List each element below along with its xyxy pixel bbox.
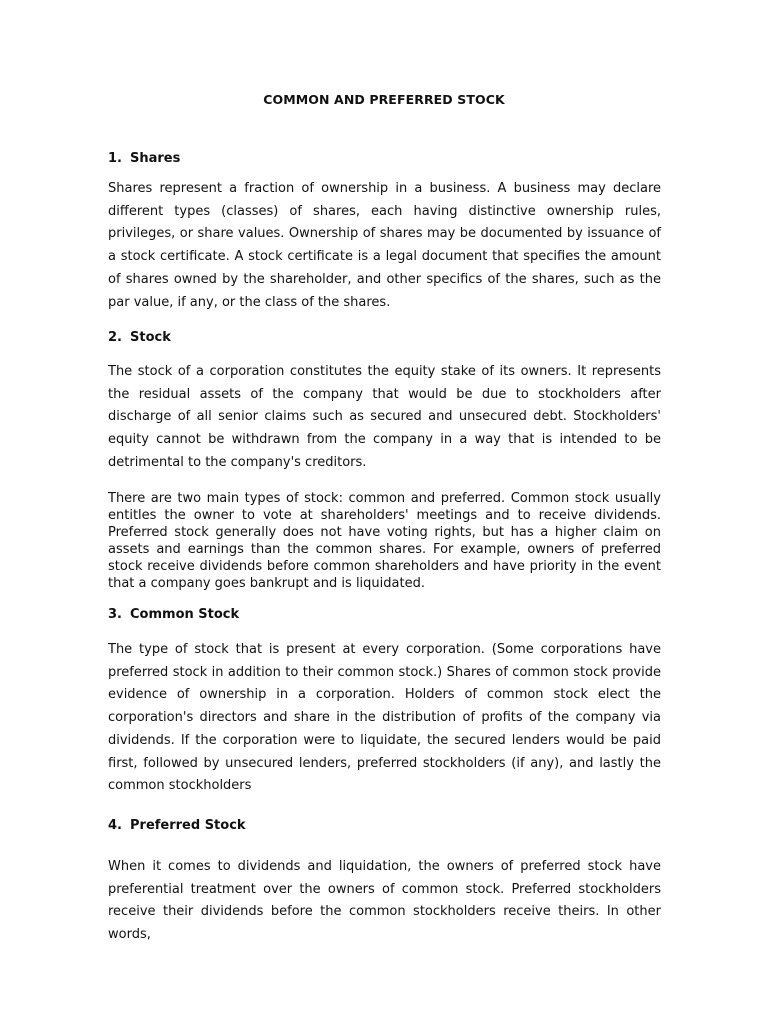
section-number: 4. [108,818,122,833]
section-heading-stock [108,330,171,345]
section-number: 2. [108,330,122,345]
section-heading-common-stock [108,607,239,622]
section-title: Stock [130,330,171,345]
paragraph-stock-definition: The stock of a corporation constitutes the equity stake of its owners. It represents the residual assets of the company that would be due to stockholders after discharge of all senior claims such as secured and unsecured debt. Stockholders' equity cannot be withdrawn from the company in a way that is intended to be detrimental to the company's creditors. [108,364,661,470]
document-title: COMMON AND PREFERRED STOCK [263,92,505,107]
section-heading-shares [108,151,180,166]
section-title: Shares [130,151,181,166]
section-title: Common Stock [130,607,240,622]
paragraph-shares: Shares represent a fraction of ownership in a business. A business may declare different types (classes) of shares, each having distinctive ownership rules, privileges, or share values. Ownership of shares may be documented by issuance of a stock certificate. A stock certificate is a legal document that specifies the amount of shares owned by the shareholder, and other specifics of the shares, such as the par value, if any, or the class of the shares. [108,181,661,310]
paragraph-common-stock: The type of stock that is present at every corporation. (Some corporations have preferred stock in addition to their common stock.) Shares of common stock provide evidence of ownership in a corporation. Holders of common stock elect the corporation's directors and share in the distribution of profits of the company via dividends. If the corporation were to liquidate, the secured lenders would be paid first, followed by unsecured lenders, preferred stockholders (if any), and lastly the common stockholders [108,642,661,794]
paragraph-preferred-stock: When it comes to dividends and liquidation, the owners of preferred stock have preferential treatment over the owners of common stock. Preferred stockholders receive their dividends before the common stockholders receive theirs. In other words, [108,859,661,943]
section-number: 1. [108,151,122,166]
section-number: 3. [108,607,122,622]
section-title: Preferred Stock [130,818,246,833]
section-heading-preferred-stock [108,818,246,833]
paragraph-stock-types: There are two main types of stock: common and preferred. Common stock usually entitles the owner to vote at shareholders' meetings and to receive dividends. Preferred stock generally does not have voting rights, but has a higher claim on assets and earnings than the common shares. For example, owners of preferred stock receive dividends before common shareholders and have priority in the event that a company goes bankrupt and is liquidated. [108,491,661,591]
